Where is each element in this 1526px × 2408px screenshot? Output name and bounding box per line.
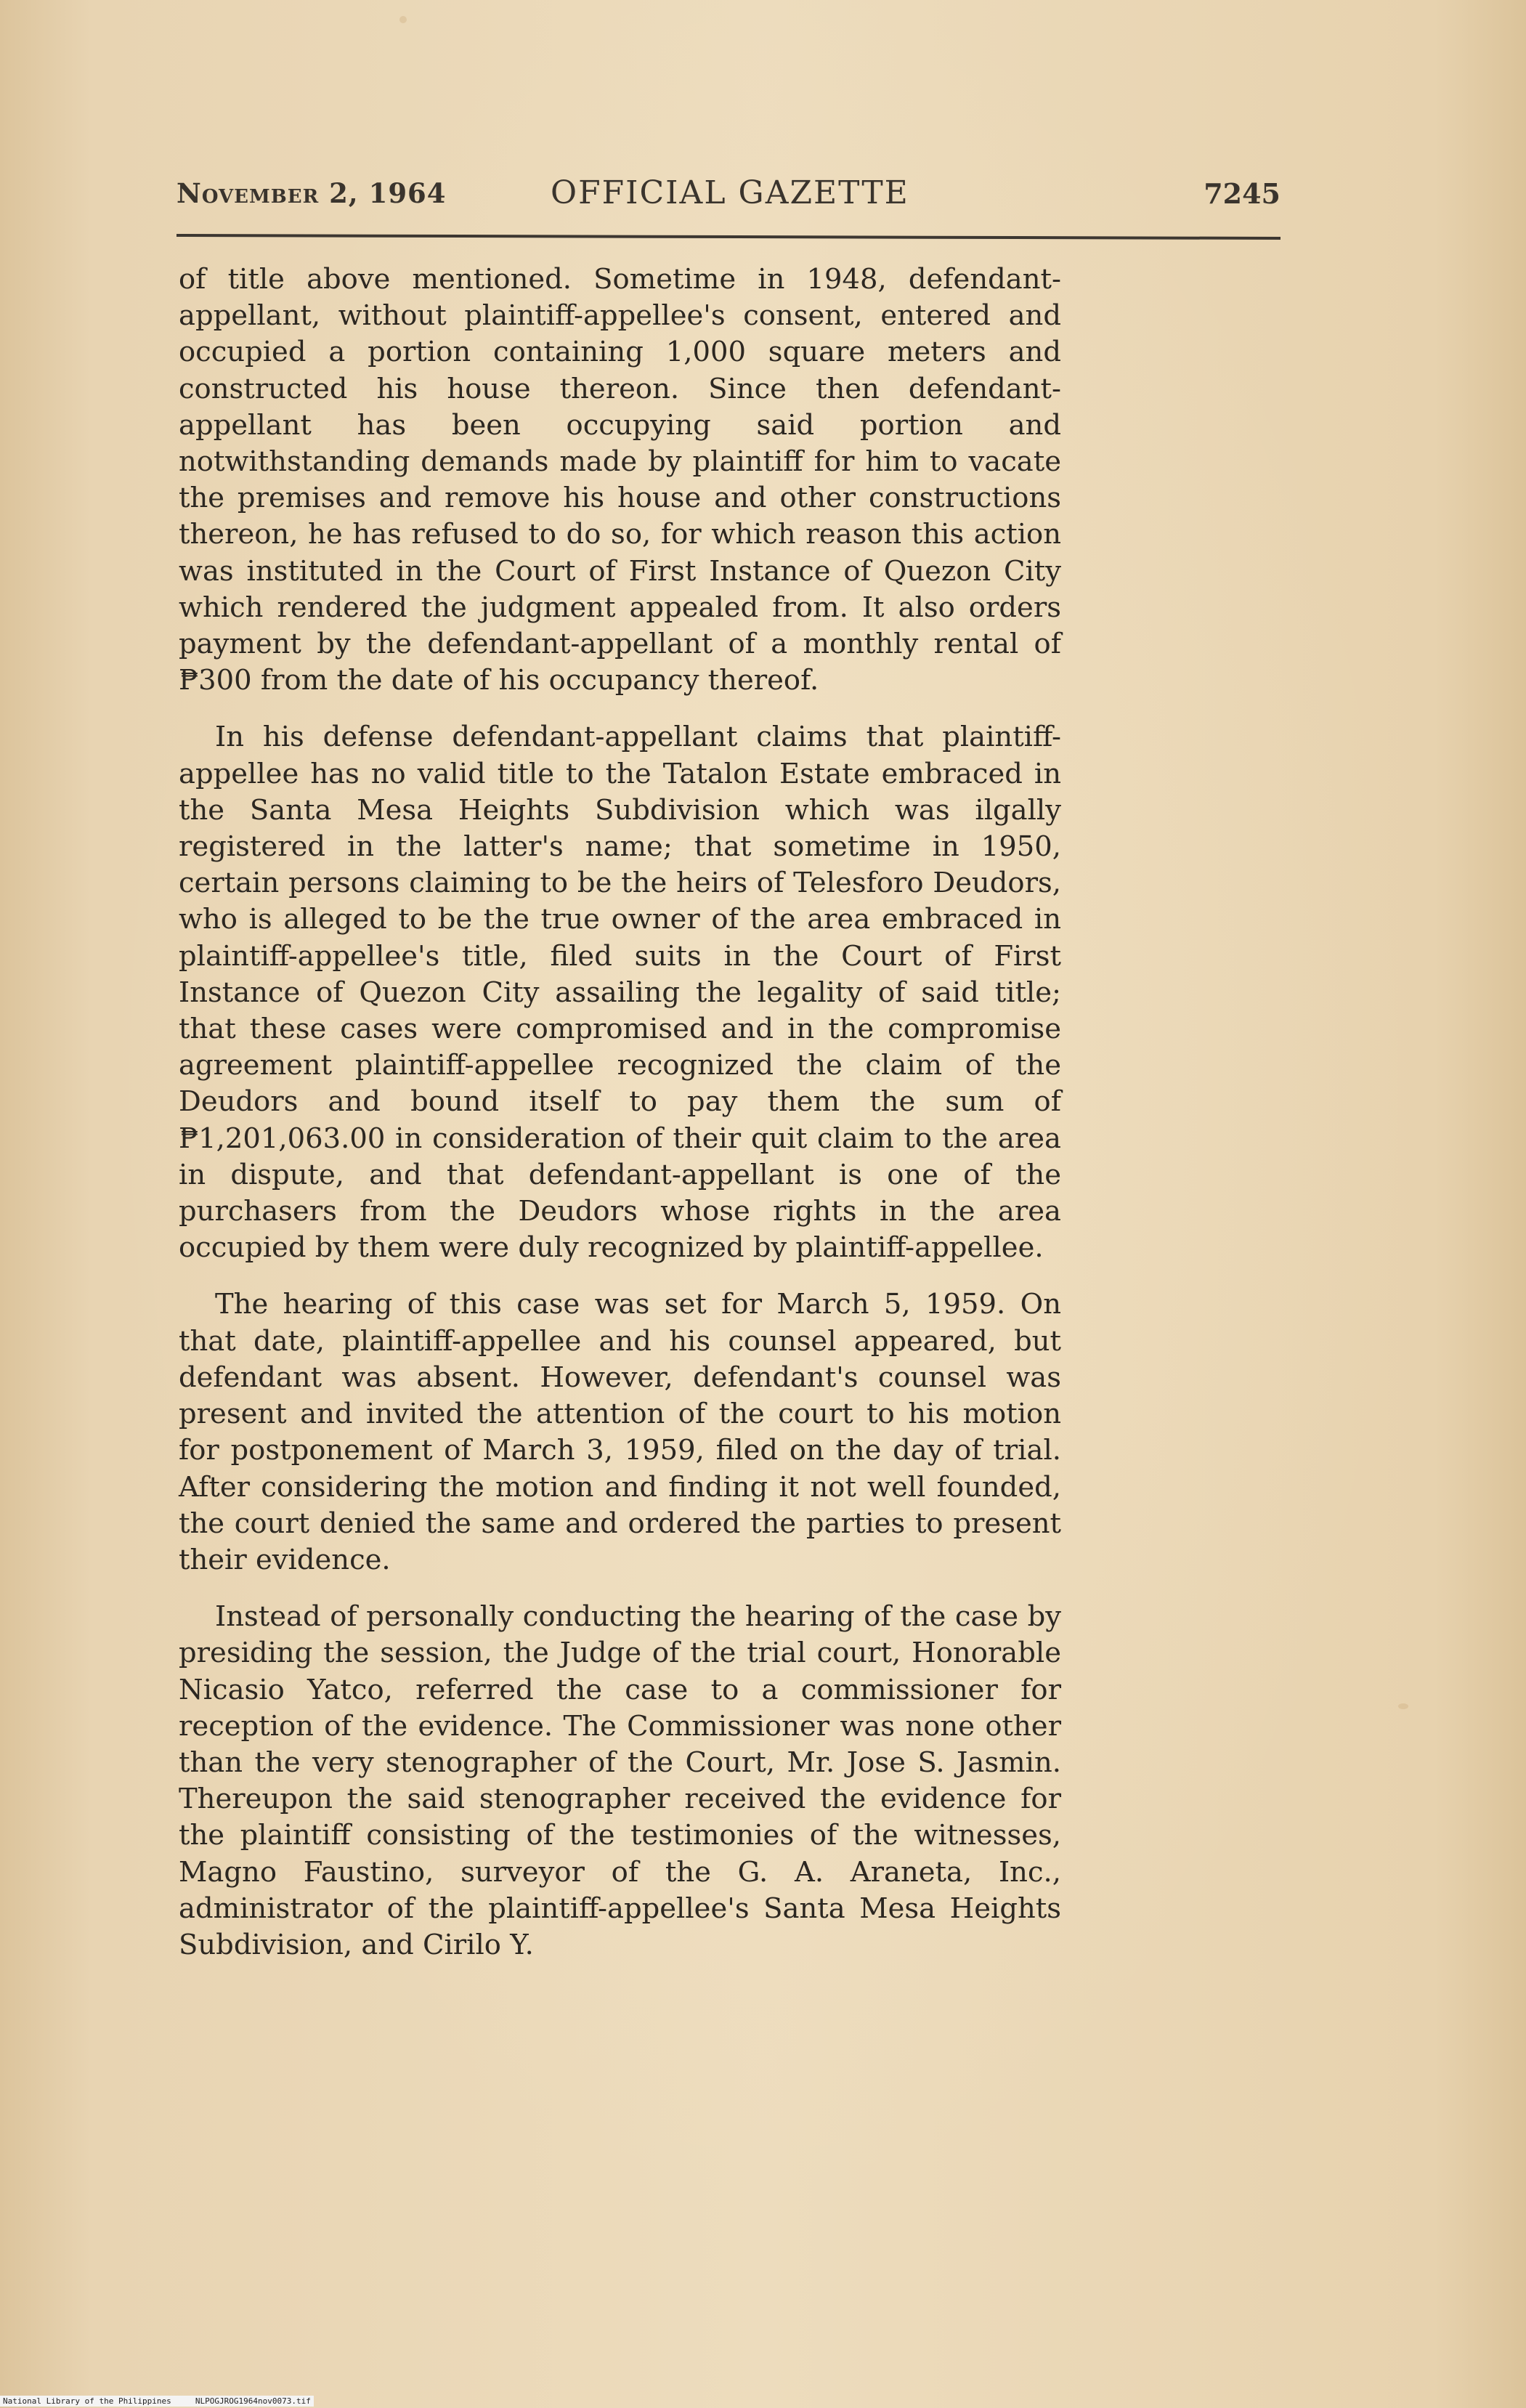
header-date: November 2, 1964 xyxy=(176,177,447,209)
running-head xyxy=(176,174,1281,221)
header-publication-title: OFFICIAL GAZETTE xyxy=(551,174,909,211)
paragraph: Instead of personally conducting the hearing of the case by presiding the session, the Judge of the trial court, Honorable Nicasio Yatco, referred the case to a commissioner for reception of the evidence. The Commissioner was none other than the very stenographer of the Court, Mr. Jose S. Jasmin. Thereupon the said stenographer received the evidence for the plaintiff consisting of the testimonies of the witnesses, Magno Faustino, surveyor of the G. A. Araneta, Inc., administrator of the plaintiff-appellee's Santa Mesa Heights Subdivision, and Cirilo Y. xyxy=(179,1600,1061,1961)
article-body xyxy=(179,262,1061,1984)
footer-filename: NLPOGJROG1964nov0073.tif xyxy=(195,2396,311,2406)
paragraph: The hearing of this case was set for March 5, 1959. On that date, plaintiff-appellee and his counsel appeared, but defendant was absent. However, defendant's counsel was present and invited the attention of the court to his motion for postponement of March 3, 1959, filed on the day of trial. After considering the motion and finding it not well founded, the court denied the same and ordered the parties to present their evidence. xyxy=(179,1288,1061,1576)
scan-footer xyxy=(0,2396,314,2407)
paragraph: In his defense defendant-appellant claims that plaintiff-appellee has no valid title to the Tatalon Estate embraced in the Santa Mesa Heights Subdivision which was ilgally registered in the latter's name; that sometime in 1950, certain persons claiming to be the heirs of Telesforo Deudors, who is alleged to be the true owner of the area embraced in plaintiff-appellee's title, filed suits in the Court of First Instance of Quezon City assailing the legality of said title; that these cases were compromised and in the compromise agreement plaintiff-appellee recognized the claim of the Deudors and bound itself to pay them the sum of ₱1,201,063.00 in consideration of their quit claim to the area in dispute, and that defendant-appellant is one of the purchasers from the Deudors whose rights in the area occupied by them were duly recognized by plaintiff-appellee. xyxy=(179,721,1061,1265)
paragraph: of title above mentioned. Sometime in 1948, defendant-appellant, without plaintiff-appellee's consent, entered and occupied a portion containing 1,000 square meters and constructed his house thereon. Since then defendant-appellant has been occupying said portion and notwithstanding demands made by plaintiff for him to vacate the premises and remove his house and other constructions thereon, he has refused to do so, for which reason this action was instituted in the Court of First Instance of Quezon City which rendered the judgment appealed from. It also orders payment by the defendant-appellant of a monthly rental of ₱300 from the date of his occupancy thereof. xyxy=(179,263,1061,697)
footer-source: National Library of the Philippines xyxy=(3,2396,171,2406)
header-page-number: 7245 xyxy=(1204,177,1281,210)
paper-stain xyxy=(1398,1703,1408,1709)
header-rule xyxy=(176,234,1281,240)
paper-stain xyxy=(399,16,407,23)
